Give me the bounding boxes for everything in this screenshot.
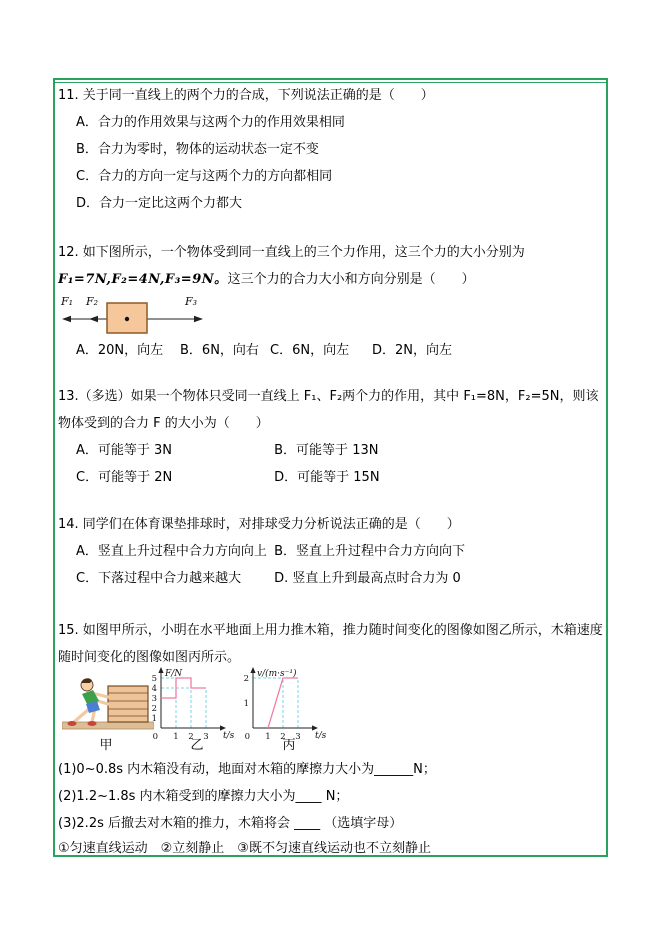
figure-caption-yi: 乙 <box>190 738 204 753</box>
question-12-option-c: C．6N，向左 <box>270 343 350 358</box>
svg-text:2: 2 <box>188 732 194 742</box>
svg-text:1: 1 <box>151 714 157 724</box>
question-12-formula: F₁=7N,F₂=4N,F₃=9N。 <box>58 272 228 287</box>
svg-text:1: 1 <box>173 732 179 742</box>
svg-text:3: 3 <box>203 732 209 742</box>
question-11-option-b: B．合力为零时，物体的运动状态一定不变 <box>76 142 319 157</box>
svg-text:t/s: t/s <box>223 731 235 741</box>
question-15-part-2: (2)1.2~1.8s 内木箱受到的摩擦力大小为____ N； <box>58 789 349 804</box>
question-11 <box>58 82 604 217</box>
figure-caption-bing: 丙 <box>282 738 296 753</box>
svg-text:5: 5 <box>151 674 157 684</box>
shoe <box>68 721 77 726</box>
svg-text:v/(m·s⁻¹): v/(m·s⁻¹) <box>257 669 297 679</box>
question-13-options-row-2 <box>58 464 604 491</box>
question-13-stem: 13.（多选）如果一个物体只受同一直线上 F₁、F₂两个力的作用，其中 F₁=8N，F₂=5N，则该物体受到的合力 F 的大小为（ ） <box>58 389 599 431</box>
question-13-option-c: C．可能等于 2N <box>76 470 173 485</box>
svg-text:3: 3 <box>295 732 301 742</box>
worksheet-border-box <box>53 78 608 857</box>
arrow-right-f3-icon <box>194 316 203 322</box>
question-13-option-a: A．可能等于 3N <box>76 443 173 458</box>
question-15-part-3: (3)2.2s 后撤去对木箱的推力，木箱将会 ____ （选填字母） <box>58 816 403 831</box>
question-12-option-a: A．20N，向左 <box>76 343 164 358</box>
question-12-option-b: B．6N，向右 <box>180 343 259 358</box>
question-11-stem: 11. 关于同一直线上的两个力的合成，下列说法正确的是（ ） <box>58 88 434 103</box>
question-14-option-c: C．下落过程中合力越来越大 <box>76 571 242 586</box>
svg-text:1: 1 <box>265 732 271 742</box>
hair <box>82 678 93 683</box>
figure-caption-jia: 甲 <box>99 738 113 753</box>
center-dot <box>125 317 129 321</box>
question-11-option-c: C．合力的方向一定与这两个力的方向都相同 <box>76 169 333 184</box>
svg-text:3: 3 <box>151 694 157 704</box>
question-14-option-a: A．竖直上升过程中合力方向向上 <box>76 544 267 559</box>
question-15-choices: ①匀速直线运动 ②立刻静止 ③既不匀速直线运动也不立刻静止 <box>58 841 431 856</box>
force-f3-label: F₃ <box>185 295 198 308</box>
svg-text:0: 0 <box>152 732 158 742</box>
question-15 <box>58 617 604 671</box>
arrow-left-f1-icon <box>62 316 71 322</box>
question-14-option-d: D. 竖直上升到最高点时合力为 0 <box>274 571 461 586</box>
svg-text:2: 2 <box>280 732 286 742</box>
question-14 <box>58 511 604 592</box>
question-14-options-row-2 <box>58 565 604 592</box>
svg-text:2: 2 <box>243 674 249 684</box>
question-13-option-b: B．可能等于 13N <box>274 443 379 458</box>
question-12 <box>58 239 604 364</box>
svg-text:0: 0 <box>244 732 250 742</box>
question-12-options <box>58 337 604 364</box>
three-forces-diagram <box>59 293 229 337</box>
question-12-stem2: 这三个力的合力大小和方向分别是（ ） <box>227 272 475 287</box>
arrow-left-f2-icon <box>89 316 98 322</box>
question-13 <box>58 383 604 491</box>
svg-text:2: 2 <box>151 704 157 714</box>
question-12-formula-line <box>58 266 604 293</box>
shoe <box>88 721 97 726</box>
question-13-option-d: D．可能等于 15N <box>274 470 380 485</box>
svg-text:4: 4 <box>151 684 157 694</box>
question-15-figures <box>58 666 604 762</box>
question-14-options-row-1 <box>58 538 604 565</box>
svg-text:t/s: t/s <box>315 731 327 741</box>
question-15-stem: 15. 如图甲所示，小明在水平地面上用力推木箱，推力随时间变化的图像如图乙所示，木箱速度随时间变化的图像如图丙所示。 <box>58 623 603 665</box>
svg-text:F/N: F/N <box>165 669 183 679</box>
question-14-option-b: B．竖直上升过程中合力方向向下 <box>274 544 466 559</box>
svg-text:1: 1 <box>243 699 249 709</box>
question-11-option-d: D．合力一定比这两个力都大 <box>76 196 243 211</box>
question-13-options-row-1 <box>58 437 604 464</box>
question-15-parts <box>58 756 604 837</box>
force-f1-label: F₁ <box>61 295 74 308</box>
question-15-part-1: (1)0~0.8s 内木箱没有动，地面对木箱的摩擦力大小为______N； <box>58 762 436 777</box>
question-12-option-d: D．2N，向左 <box>372 343 453 358</box>
question-11-option-a: A．合力的作用效果与这两个力的作用效果相同 <box>76 115 345 130</box>
back-leg <box>74 709 89 722</box>
question-12-stem: 12. 如下图所示，一个物体受到同一直线上的三个力作用，这三个力的大小分别为 <box>58 245 525 260</box>
question-14-stem: 14. 同学们在体育课垫排球时，对排球受力分析说法正确的是（ ） <box>58 517 460 532</box>
velocity-time-chart <box>233 666 345 746</box>
force-f2-label: F₂ <box>86 295 99 308</box>
